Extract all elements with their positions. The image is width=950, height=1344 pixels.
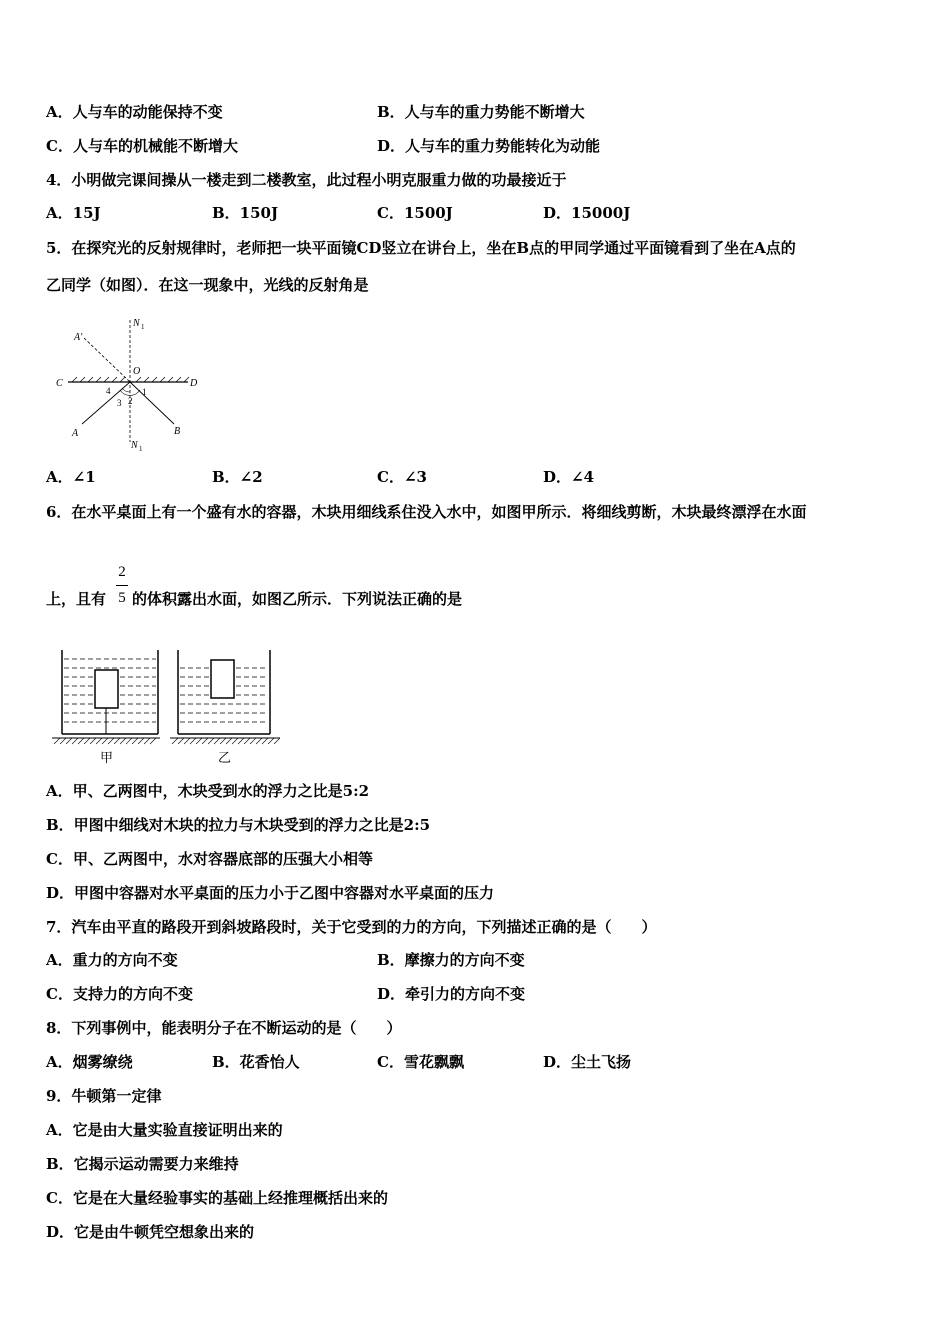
q8-option-b: B．花香怡人 — [212, 1053, 300, 1071]
label-n1-top-sub: 1 — [141, 323, 145, 331]
q5-option-d: D．∠4 — [543, 468, 595, 486]
label-d: D — [190, 378, 198, 389]
q4-option-d: D．15000J — [543, 204, 631, 222]
label-b: B — [174, 426, 181, 437]
q6-option-b: B．甲图中细线对木块的拉力与木块受到的浮力之比是2:5 — [46, 816, 431, 834]
fraction-denominator: 5 — [118, 590, 126, 606]
q9-option-c: C．它是在大量经验事实的基础上经推理概括出来的 — [46, 1189, 388, 1207]
label-n1-bottom: N — [131, 440, 138, 451]
buoyancy-diagram — [48, 646, 282, 768]
q4-option-b: B．150J — [212, 204, 279, 222]
q4-option-c: C．1500J — [377, 204, 453, 222]
q5-stem-line1: 5．在探究光的反射规律时，老师把一块平面镜CD竖立在讲台上，坐在B点的甲同学通过平面镜看到了坐在A点的 — [46, 239, 796, 257]
label-a-prime: A′ — [74, 332, 83, 343]
label-angle-2: 2 — [128, 396, 133, 406]
q8-option-a: A．烟雾缭绕 — [46, 1053, 133, 1071]
label-angle-4: 4 — [106, 386, 111, 396]
q4-option-a: A．15J — [46, 204, 101, 222]
q5-option-a: A．∠1 — [46, 468, 96, 486]
label-o: O — [133, 366, 141, 377]
q5-option-c: C．∠3 — [377, 468, 427, 486]
q6-option-a: A．甲、乙两图中，木块受到水的浮力之比是5:2 — [46, 782, 370, 800]
label-a: A — [72, 428, 79, 439]
q6-stem-line1: 6．在水平桌面上有一个盛有水的容器，木块用细线系住没入水中，如图甲所示．将细线剪断，木块最终漂浮在水面 — [46, 503, 807, 521]
q5-stem-line2: 乙同学（如图）．在这一现象中，光线的反射角是 — [46, 276, 369, 294]
container-jia — [52, 650, 160, 744]
fraction-numerator: 2 — [118, 564, 126, 580]
q3-option-b: B．人与车的重力势能不断增大 — [377, 103, 585, 121]
q3-option-a: A．人与车的动能保持不变 — [46, 103, 223, 121]
q6-stem-line2-post: 的体积露出水面，如图乙所示．下列说法正确的是 — [132, 590, 463, 608]
q7-option-b: B．摩擦力的方向不变 — [377, 951, 525, 969]
q3-option-c: C．人与车的机械能不断增大 — [46, 137, 238, 155]
label-jia: 甲 — [100, 750, 114, 765]
q9-option-b: B．它揭示运动需要力来维持 — [46, 1155, 239, 1173]
label-angle-1: 1 — [142, 387, 147, 397]
q3-option-d: D．人与车的重力势能转化为动能 — [377, 137, 601, 155]
q7-option-c: C．支持力的方向不变 — [46, 985, 193, 1003]
fraction-bar — [116, 585, 128, 586]
q6-option-d: D．甲图中容器对水平桌面的压力小于乙图中容器对水平桌面的压力 — [46, 884, 495, 902]
q9-option-a: A．它是由大量实验直接证明出来的 — [46, 1121, 283, 1139]
q9-stem: 9．牛顿第一定律 — [46, 1087, 162, 1105]
ray-b — [130, 382, 174, 424]
q8-option-d: D．尘土飞扬 — [543, 1053, 632, 1071]
reflection-diagram — [50, 312, 210, 458]
q7-stem: 7．汽车由平直的路段开到斜坡路段时，关于它受到的力的方向，下列描述正确的是（ ） — [46, 918, 657, 936]
q4-stem: 4．小明做完课间操从一楼走到二楼教室，此过程小明克服重力做的功最接近于 — [46, 171, 567, 189]
q7-option-a: A．重力的方向不变 — [46, 951, 178, 969]
wood-block-yi — [211, 660, 234, 698]
q9-option-d: D．它是由牛顿凭空想象出来的 — [46, 1223, 255, 1241]
label-c: C — [56, 378, 63, 389]
container-yi — [170, 650, 280, 744]
q6-stem-line2-pre: 上，且有 — [46, 590, 107, 608]
label-n1-top: N — [133, 318, 140, 329]
q7-option-d: D．牵引力的方向不变 — [377, 985, 526, 1003]
label-angle-3: 3 — [117, 398, 122, 408]
q5-option-b: B．∠2 — [212, 468, 263, 486]
label-yi: 乙 — [218, 750, 232, 765]
q6-option-c: C．甲、乙两图中，水对容器底部的压强大小相等 — [46, 850, 373, 868]
q8-option-c: C．雪花飘飘 — [377, 1053, 464, 1071]
q8-stem: 8．下列事例中，能表明分子在不断运动的是（ ） — [46, 1019, 402, 1037]
wood-block-jia — [95, 670, 118, 708]
label-n1-bottom-sub: 1 — [139, 445, 143, 453]
virtual-ray — [84, 338, 130, 382]
